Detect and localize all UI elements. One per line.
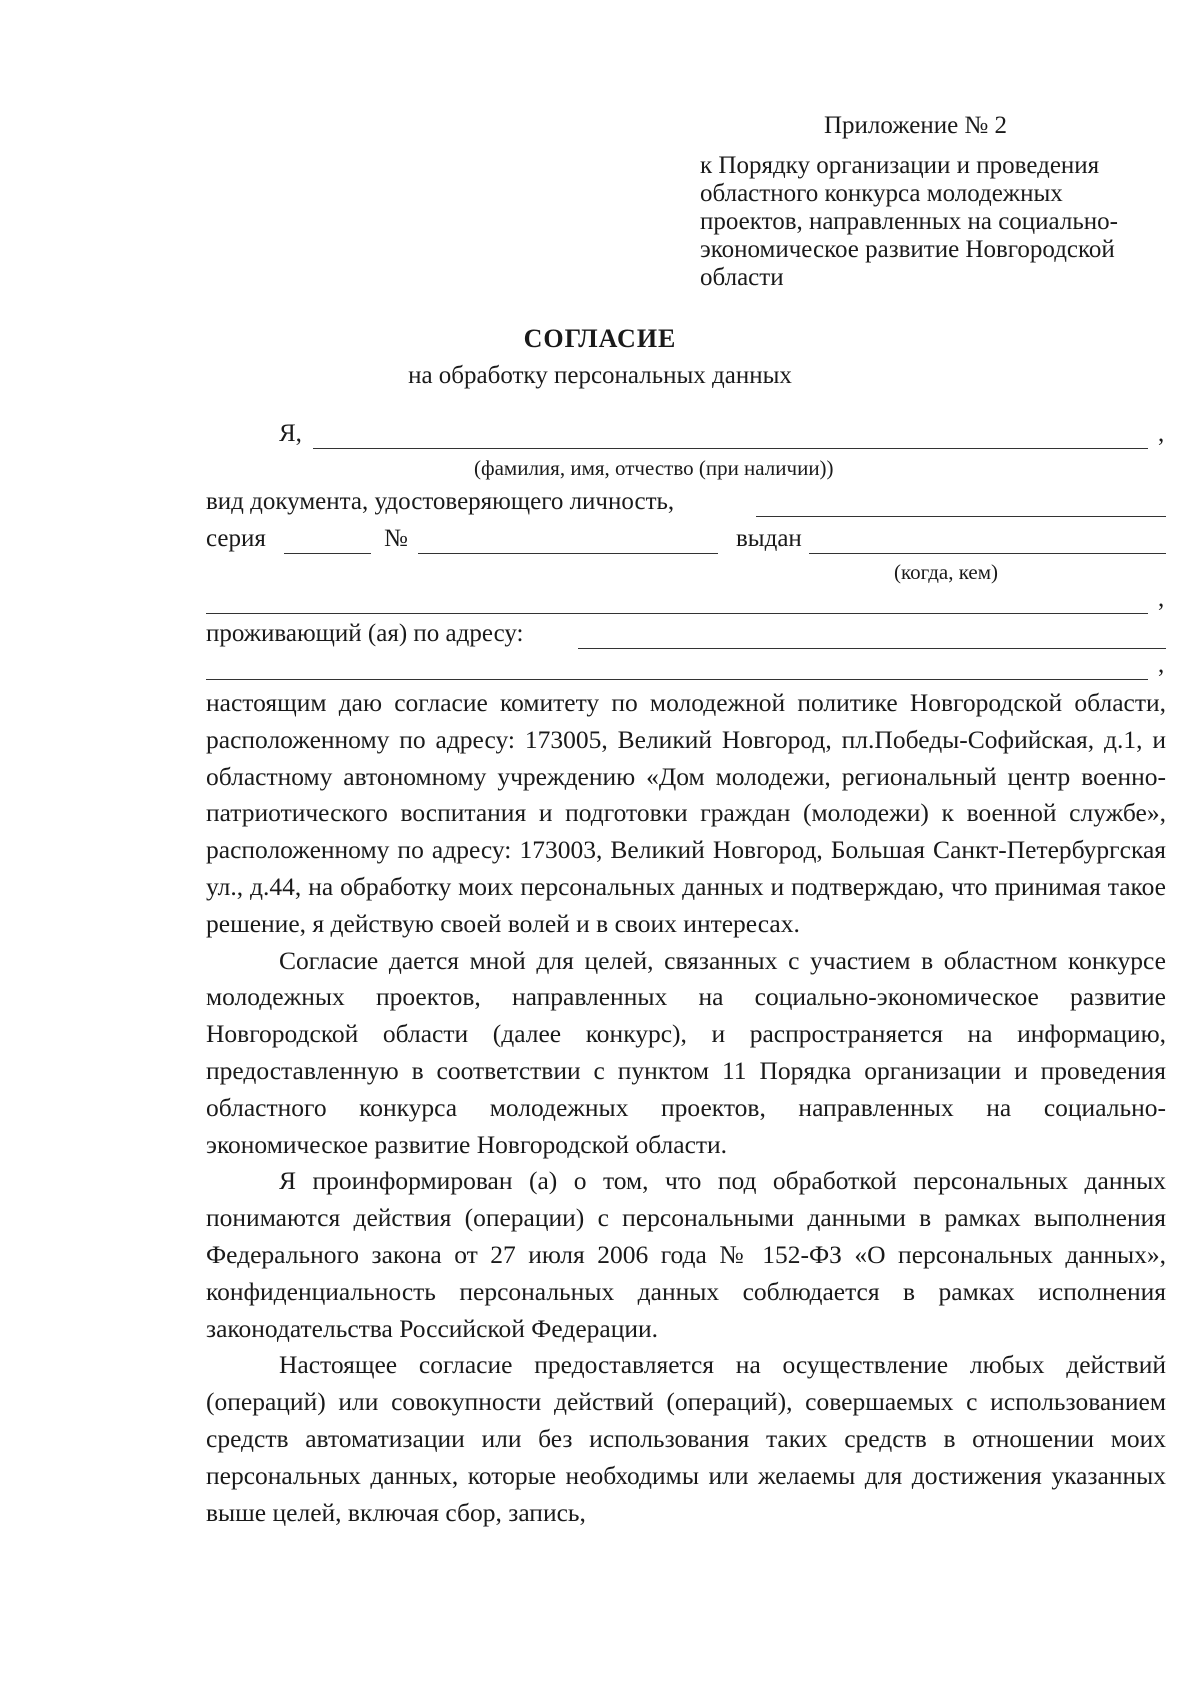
- address-label: проживающий (ая) по адресу:: [206, 620, 524, 647]
- appendix-caption-line: областного конкурса молодежных: [700, 180, 1063, 207]
- document-type-label: вид документа, удостоверяющего личность,: [206, 488, 675, 515]
- fio-row: [206, 420, 1166, 452]
- document-title: СОГЛАСИЕ: [523, 324, 677, 353]
- series-field[interactable]: [284, 553, 371, 554]
- address-field[interactable]: [578, 648, 1166, 649]
- address-continuation-row: [206, 651, 1166, 687]
- address-continuation-field[interactable]: [206, 679, 1148, 680]
- address-row: [206, 620, 1166, 652]
- number-field[interactable]: [418, 553, 718, 554]
- appendix-number: Приложение № 2: [824, 112, 1008, 139]
- issued-continuation-field[interactable]: [206, 613, 1148, 614]
- comma: ,: [1158, 585, 1165, 612]
- i-label: Я,: [279, 420, 302, 447]
- appendix-caption-line: области: [700, 264, 784, 291]
- document-type-row: [206, 488, 1166, 520]
- consent-body: [206, 685, 1166, 1531]
- fio-hint: (фамилия, имя, отчество (при наличии)): [474, 456, 834, 480]
- appendix-block: [700, 112, 1160, 292]
- issued-field[interactable]: [809, 553, 1166, 554]
- paragraph-scope: Настоящее согласие предоставляется на осуществление любых действий (операций) или совокупности действий (операций), совершаемых с использованием средств автоматизации или без использования таких средств в отношении моих персональных данных, которые необходимы или желаемы для достижения указанных выше целей, включая сбор, запись,: [206, 1350, 1166, 1527]
- paragraph-consent: настоящим даю согласие комитету по молодежной политике Новгородской области, расположенному по адресу: 173005, Великий Новгород, пл.Победы-Софийская, д.1, и областному автономному учреждению «Дом молодежи, региональный центр военно-патриотического воспитания и подготовки граждан (молодежи) к военной службе», расположенному по адресу: 173003, Великий Новгород, Большая Санкт-Петербургская ул., д.44, на обработку моих персональных данных и подтверждаю, что принимая такое решение, я действую своей волей и в своих интересах.: [206, 688, 1166, 938]
- comma: ,: [1158, 651, 1165, 678]
- fio-field[interactable]: [313, 448, 1148, 449]
- appendix-caption-line: проектов, направленных на социально-: [700, 208, 1118, 235]
- issued-continuation-row: [206, 585, 1166, 617]
- appendix-caption-line: к Порядку организации и проведения: [700, 152, 1100, 179]
- appendix-caption-line: экономическое развитие Новгородской: [700, 236, 1115, 263]
- document-details-row: [206, 525, 1166, 557]
- issued-hint: (когда, кем): [894, 560, 998, 584]
- comma: ,: [1158, 420, 1165, 447]
- document-subtitle: на обработку персональных данных: [408, 362, 792, 389]
- series-label: серия: [206, 525, 266, 552]
- document-type-field[interactable]: [756, 516, 1166, 517]
- paragraph-informed: Я проинформирован (а) о том, что под обработкой персональных данных понимаются действия (операции) с персональными данными в рамках выполнения Федерального закона от 27 июля 2006 года № 152-ФЗ «О персональных данных», конфиденциальность персональных данных соблюдается в рамках исполнения законодательства Российской Федерации.: [206, 1166, 1166, 1343]
- issued-label: выдан: [736, 525, 802, 552]
- paragraph-purpose: Согласие дается мной для целей, связанных с участием в областном конкурсе молодежных проектов, направленных на социально-экономическое развитие Новгородской области (далее конкурс), и распространяется на информацию, предоставленную в соответствии с пунктом 11 Порядка организации и проведения областного конкурса молодежных проектов, направленных на социально-экономическое развитие Новгородской области.: [206, 945, 1166, 1159]
- number-label: №: [384, 525, 408, 552]
